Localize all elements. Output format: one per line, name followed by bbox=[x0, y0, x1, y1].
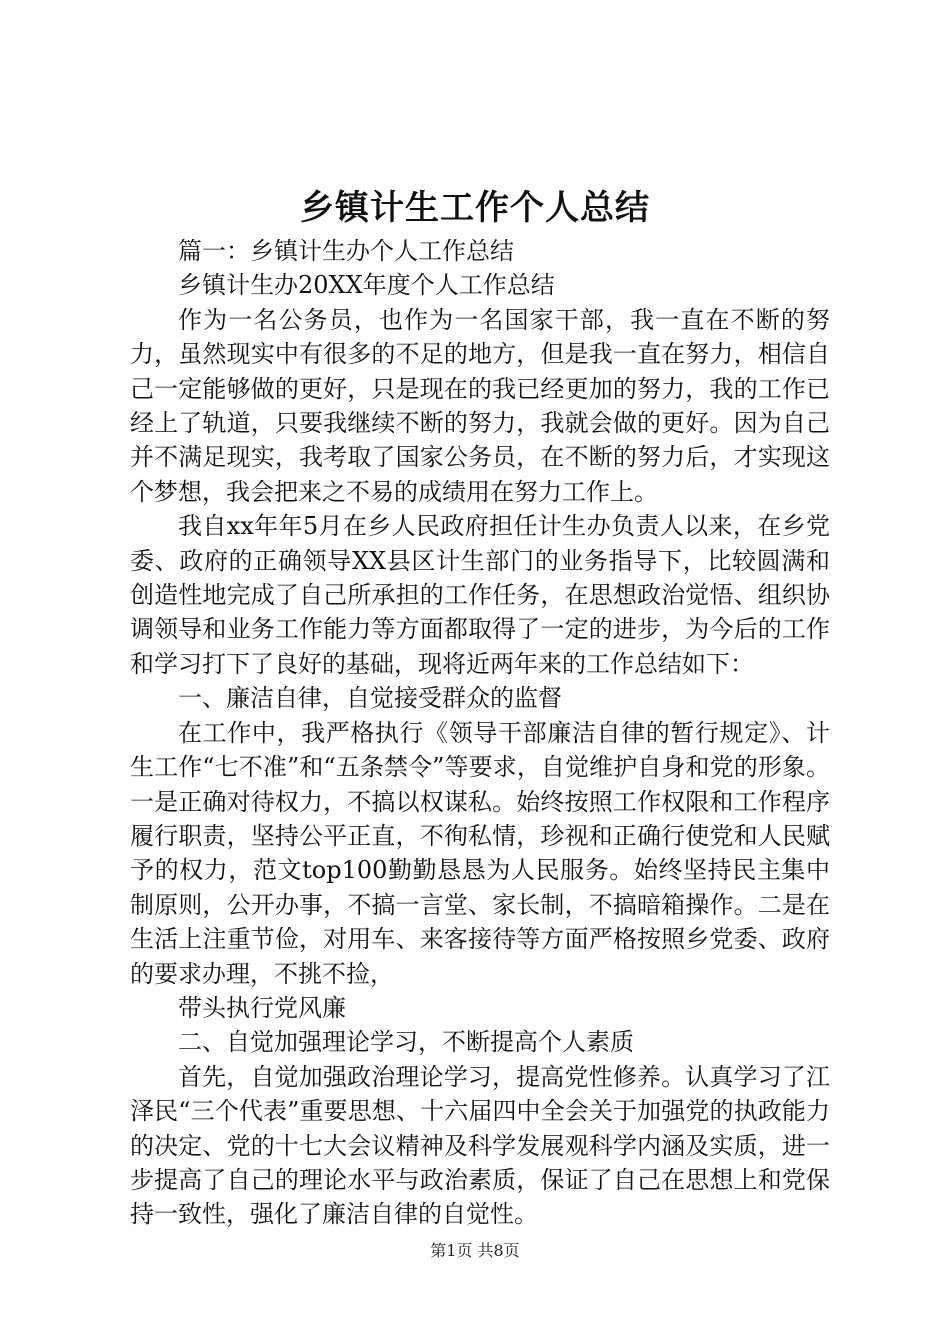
paragraph: 作为一名公务员，也作为一名国家干部，我一直在不断的努力，虽然现实中有很多的不足的地方，但是我一直在努力，相信自己一定能够做的更好，只是现在的我已经更加的努力，我的工作已经上了轨道，只要我继续不断的努力，我就会做的更好。因为自己并不满足现实，我考取了国家公务员，在不断的努力后，才实现这个梦想，我会把来之不易的成绩用在努力工作上。 bbox=[130, 305, 830, 506]
subtitle: 乡镇计生办20XX年度个人工作总结 bbox=[178, 271, 555, 300]
section-heading: 篇一：乡镇计生办个人工作总结 bbox=[178, 237, 514, 265]
paragraph: 带头执行党风廉 bbox=[178, 993, 346, 1022]
document-title: 乡镇计生工作个人总结 bbox=[300, 188, 650, 228]
document-body bbox=[130, 234, 830, 1232]
section-heading: 一、廉洁自律，自觉接受群众的监督 bbox=[178, 684, 562, 713]
section-heading: 二、自觉加强理论学习，不断提高个人素质 bbox=[178, 1028, 634, 1057]
paragraph: 我自xx年年5月在乡人民政府担任计生办负责人以来，在乡党委、政府的正确领导XX县区计生部门的业务指导下，比较圆满和创造性地完成了自己所承担的工作任务，在思想政治觉悟、组织协调领导和业务工作能力等方面都取得了一定的进步，为今后的工作和学习打下了良好的基础，现将近两年来的工作总结如下： bbox=[130, 512, 830, 678]
paragraph: 在工作中，我严格执行《领导干部廉洁自律的暂行规定》、计生工作“七不准”和“五条禁令”等要求，自觉维护自身和党的形象。一是正确对待权力，不搞以权谋私。始终按照工作权限和工作程序履行职责，坚持公平正直，不徇私情，珍视和正确行使党和人民赋予的权力，范文top100勤勤恳恳为人民服务。始终坚持民主集中制原则，公开办事，不搞一言堂、家长制，不搞暗箱操作。二是在生活上注重节俭，对用车、来客接待等方面严格按照乡党委、政府的要求办理，不挑不捡， bbox=[130, 718, 830, 988]
paragraph: 首先，自觉加强政治理论学习，提高党性修养。认真学习了江泽民“三个代表”重要思想、十六届四中全会关于加强党的执政能力的决定、党的十七大会议精神及科学发展观科学内涵及实质，进一步提高了自己的理论水平与政治素质，保证了自己在思想上和党保持一致性，强化了廉洁自律的自觉性。 bbox=[130, 1062, 830, 1229]
page-number-footer: 第1页 共8页 bbox=[430, 1241, 520, 1260]
